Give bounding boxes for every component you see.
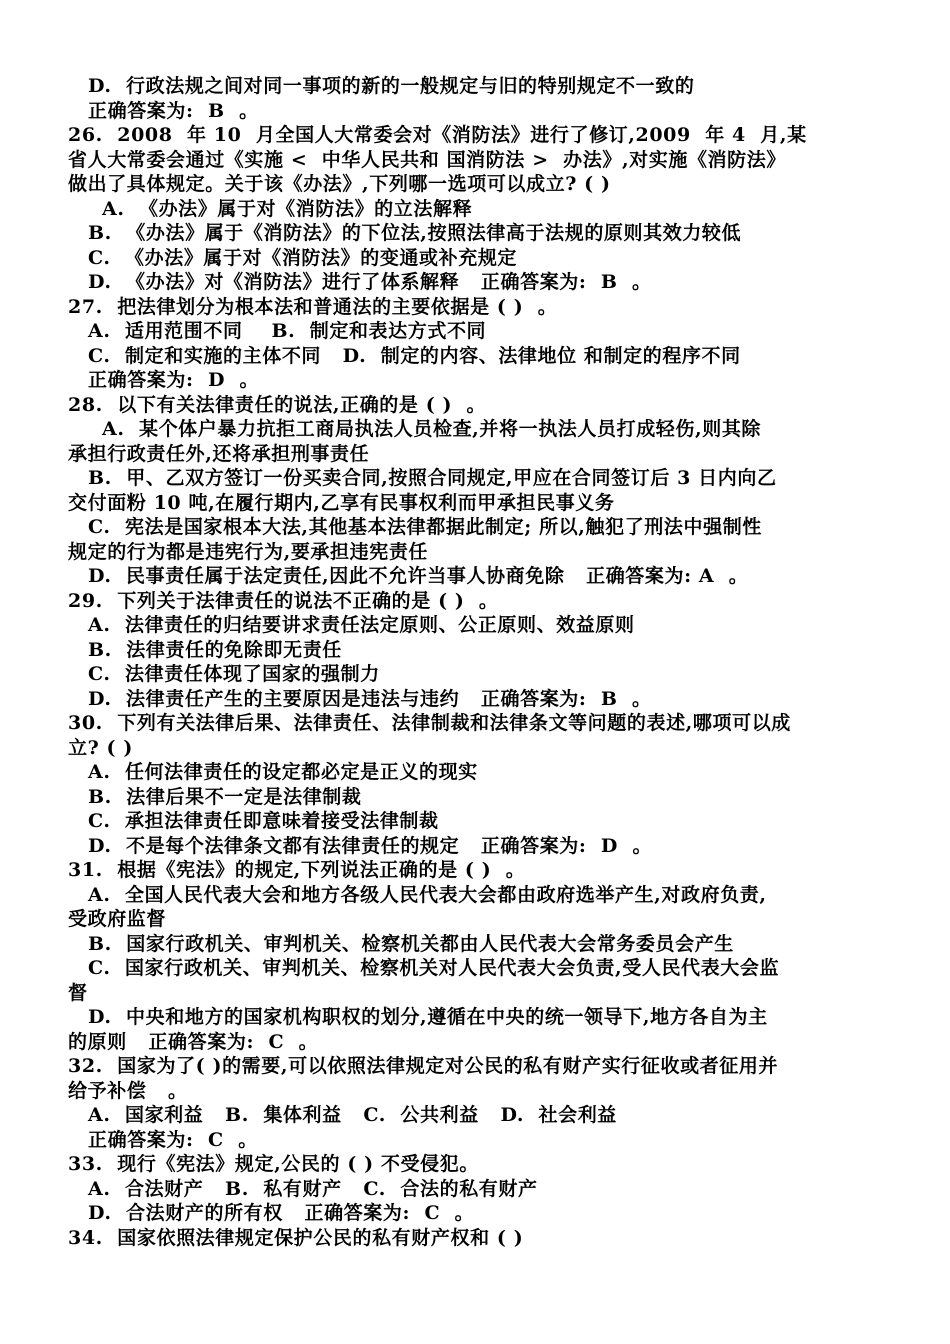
text-line: 26. 2008 年 10 月全国人大常委会对《消防法》进行了修订,2009 年 4 月,某 — [68, 124, 807, 146]
text-line: 督 — [68, 982, 88, 1004]
text-line: 28. 以下有关法律责任的说法,正确的是 ( ) 。 — [68, 394, 487, 416]
text-line: 的原则 正确答案为: C 。 — [68, 1031, 319, 1053]
text-line: 正确答案为: D 。 — [88, 369, 260, 391]
text-line: 规定的行为都是违宪行为,要承担违宪责任 — [68, 541, 429, 563]
text-line: 做出了具体规定。关于该《办法》,下列哪一选项可以成立? ( ) — [68, 173, 611, 195]
text-line: D. 不是每个法律条文都有法律责任的规定 正确答案为: D 。 — [88, 835, 653, 857]
text-line: 33. 现行《宪法》规定,公民的 ( ) 不受侵犯。 — [68, 1153, 479, 1175]
text-line: 承担行政责任外,还将承担刑事责任 — [68, 443, 370, 465]
text-line: A. 任何法律责任的设定都必定是正义的现实 — [88, 761, 478, 783]
text-line: D. 《办法》对《消防法》进行了体系解释 正确答案为: B 。 — [88, 271, 652, 293]
text-line: B. 法律后果不一定是法律制裁 — [88, 786, 362, 808]
text-line: 31. 根据《宪法》的规定,下列说法正确的是 ( ) 。 — [68, 859, 526, 881]
text-line: 受政府监督 — [68, 908, 167, 930]
text-line: 正确答案为: C 。 — [88, 1129, 258, 1151]
text-line: C. 宪法是国家根本大法,其他基本法律都据此制定; 所以,触犯了刑法中强制性 — [88, 516, 762, 538]
text-line: A. 法律责任的归结要讲求责任法定原则、公正原则、效益原则 — [88, 614, 635, 636]
text-line: B. 《办法》属于《消防法》的下位法,按照法律高于法规的原则其效力较低 — [88, 222, 742, 244]
text-line: A. 某个体户暴力抗拒工商局执法人员检查,并将一执法人员打成轻伤,则其除 — [102, 418, 762, 440]
text-line: 给予补偿 。 — [68, 1080, 188, 1102]
text-line: D. 行政法规之间对同一事项的新的一般规定与旧的特别规定不一致的 — [88, 75, 695, 97]
text-line: D. 法律责任产生的主要原因是违法与违约 正确答案为: B 。 — [88, 688, 652, 710]
text-line: 27. 把法律划分为根本法和普通法的主要依据是 ( ) 。 — [68, 296, 558, 318]
text-line: 34. 国家依照法律规定保护公民的私有财产权和 ( ) — [68, 1227, 524, 1249]
text-line: C. 法律责任体现了国家的强制力 — [88, 663, 380, 685]
text-line: 交付面粉 10 吨,在履行期内,乙享有民事权利而甲承担民事义务 — [68, 492, 615, 514]
text-line: B. 国家行政机关、审判机关、检察机关都由人民代表大会常务委员会产生 — [88, 933, 734, 955]
text-line: 立? ( ) — [68, 737, 133, 759]
text-line: C. 《办法》属于对《消防法》的变通或补充规定 — [88, 247, 518, 269]
text-line: 正确答案为: B 。 — [88, 100, 259, 122]
text-line: 29. 下列关于法律责任的说法不正确的是 ( ) 。 — [68, 590, 499, 612]
text-line: C. 国家行政机关、审判机关、检察机关对人民代表大会负责,受人民代表大会监 — [88, 957, 780, 979]
text-line: 30. 下列有关法律后果、法律责任、法律制裁和法律条文等问题的表述,哪项可以成 — [68, 712, 791, 734]
text-line: D. 中央和地方的国家机构职权的划分,遵循在中央的统一领导下,地方各自为主 — [88, 1006, 768, 1028]
text-line: 省人大常委会通过《实施 < 中华人民共和 国消防法 > 办法》,对实施《消防法》 — [68, 149, 786, 171]
text-line: B. 法律责任的免除即无责任 — [88, 639, 342, 661]
text-line: 32. 国家为了( )的需要,可以依照法律规定对公民的私有财产实行征收或者征用并 — [68, 1055, 779, 1077]
text-line: A. 国家利益 B. 集体利益 C. 公共利益 D. 社会利益 — [88, 1104, 617, 1126]
text-line: C. 承担法律责任即意味着接受法律制裁 — [88, 810, 439, 832]
text-line: A. 《办法》属于对《消防法》的立法解释 — [102, 198, 473, 220]
text-line: D. 民事责任属于法定责任,因此不允许当事人协商免除 正确答案为: A 。 — [88, 565, 749, 587]
text-line: C. 制定和实施的主体不同 D. 制定的内容、法律地位 和制定的程序不同 — [88, 345, 741, 367]
text-line: B. 甲、乙双方签订一份买卖合同,按照合同规定,甲应在合同签订后 3 日内向乙 — [88, 467, 777, 489]
text-line: D. 合法财产的所有权 正确答案为: C 。 — [88, 1202, 475, 1224]
text-line: A. 适用范围不同 B. 制定和表达方式不同 — [88, 320, 487, 342]
text-line: A. 合法财产 B. 私有财产 C. 合法的私有财产 — [88, 1178, 538, 1200]
text-line: A. 全国人民代表大会和地方各级人民代表大会都由政府选举产生,对政府负责, — [88, 884, 767, 906]
